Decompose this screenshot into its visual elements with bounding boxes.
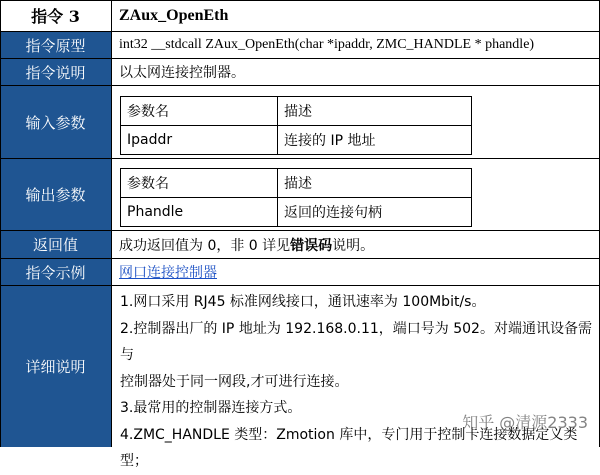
detail-line: 型； — [120, 453, 148, 469]
detail-line: 4.ZMC_HANDLE 类型：Zmotion 库中，专门用于控制卡连接数据定义类 — [120, 426, 578, 443]
description-label: 指令说明 — [0, 59, 111, 85]
output-params-table — [120, 168, 472, 227]
return-text-before: 成功返回值为 0，非 0 详见 — [119, 237, 291, 254]
detail-line: 2.控制器出厂的 IP 地址为 192.168.0.11，端口号为 502。对端通讯设备需与 — [120, 320, 592, 363]
param-desc-cell: 返回的连接句柄 — [278, 198, 472, 227]
output-params-label: 输出参数 — [0, 159, 111, 230]
param-desc-header: 描述 — [278, 169, 472, 198]
output-params-row — [0, 159, 600, 230]
description-value: 以太网连接控制器。 — [112, 59, 600, 85]
return-text-after: 说明。 — [332, 237, 375, 254]
prototype-row — [0, 32, 600, 58]
watermark-text: 知乎 @清源2333 — [462, 413, 588, 432]
detail-line: 1.网口采用 RJ45 标准网线接口，通讯速率为 100Mbit/s。 — [120, 294, 486, 310]
return-value-label: 返回值 — [0, 231, 111, 258]
param-desc-cell: 连接的 IP 地址 — [278, 126, 472, 155]
return-value-row — [0, 231, 600, 258]
return-value-text — [112, 231, 600, 258]
table-row — [121, 126, 472, 155]
command-name: ZAux_OpenEth — [112, 0, 600, 31]
command-number-label: 指令 3 — [0, 0, 111, 31]
input-params-row — [0, 86, 600, 158]
detail-line: 控制器处于同一网段,才可进行连接。 — [120, 373, 349, 390]
description-row — [0, 59, 600, 85]
table-header-row — [121, 169, 472, 198]
prototype-label: 指令原型 — [0, 32, 111, 58]
detail-line: 3.最常用的控制器连接方式。 — [120, 400, 302, 416]
param-name-cell: Phandle — [121, 198, 278, 227]
input-params-table — [120, 96, 472, 155]
param-desc-header: 描述 — [278, 97, 472, 126]
param-name-header: 参数名 — [121, 169, 278, 198]
example-row — [0, 259, 600, 285]
error-code-term: 错误码 — [290, 237, 333, 254]
param-name-header: 参数名 — [121, 97, 278, 126]
details-label: 详细说明 — [0, 286, 111, 447]
table-row — [121, 198, 472, 227]
input-params-label: 输入参数 — [0, 86, 111, 158]
table-header-row — [121, 97, 472, 126]
prototype-value: int32 __stdcall ZAux_OpenEth(char *ipaddr, ZMC_HANDLE * phandle) — [112, 32, 600, 58]
param-name-cell: Ipaddr — [121, 126, 278, 155]
example-link[interactable]: 网口连接控制器 — [119, 265, 217, 281]
header-row — [0, 0, 600, 31]
example-label: 指令示例 — [0, 259, 111, 285]
